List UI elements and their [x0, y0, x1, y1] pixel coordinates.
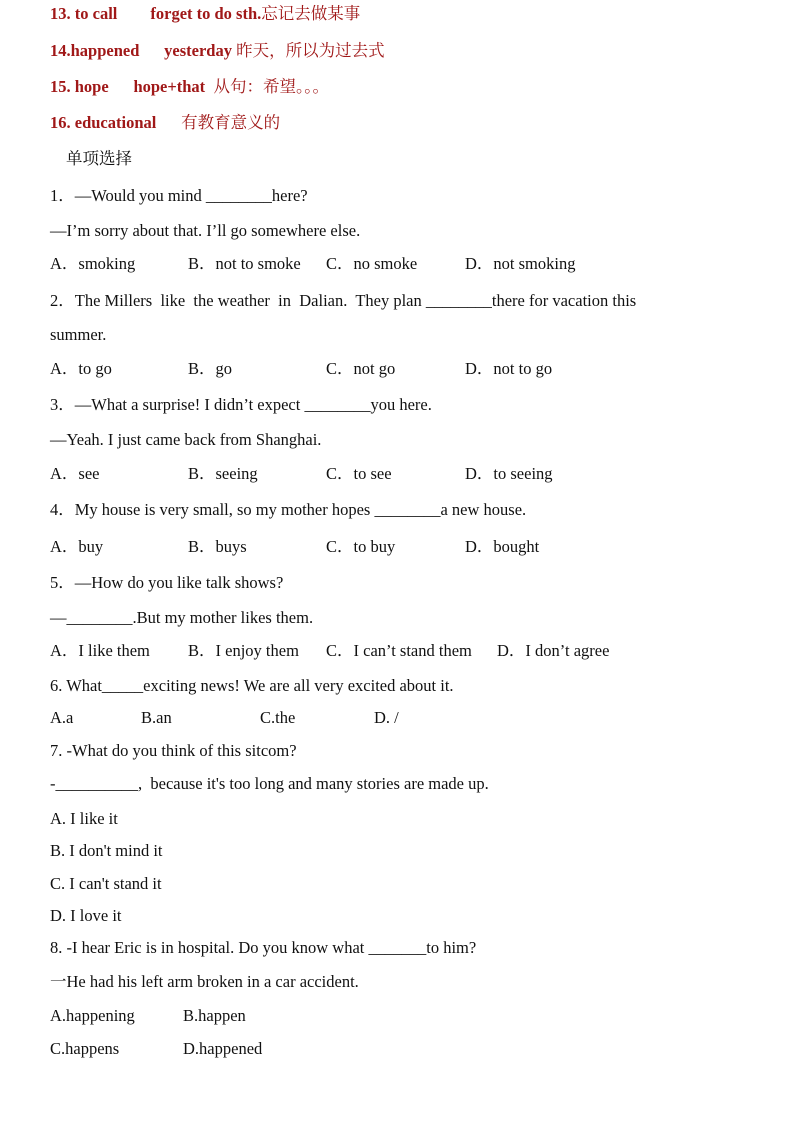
vocab-line-13 [50, 3, 360, 25]
vocab-word: 15. hope [50, 77, 109, 96]
q7-option-a: A. I like it [50, 809, 118, 828]
section-title: 单项选择 [66, 149, 132, 168]
q5-option-b: B．I enjoy them [188, 641, 299, 660]
vocab-en: forget to do sth. [150, 4, 262, 23]
question-4-stem: 4．My house is very small, so my mother hopes ________a new house. [50, 500, 527, 519]
question-3-reply: —Yeah. I just came back from Shanghai. [50, 430, 322, 449]
q7-option-d: D. I love it [50, 906, 122, 925]
vocab-line-15 [50, 76, 329, 98]
vocab-line-16 [50, 112, 280, 134]
question-7-reply: -__________, because it's too long and many stories are made up. [50, 774, 489, 793]
vocab-line-14 [50, 40, 385, 62]
q3-option-b: B．seeing [188, 464, 258, 483]
q6-option-c: C.the [260, 708, 296, 727]
q5-option-d: D．I don’t agree [497, 641, 610, 660]
q8-option-a: A.happening [50, 1006, 135, 1025]
q1-option-a: A．smoking [50, 254, 136, 273]
vocab-cn: 忘记去做某事 [261, 4, 361, 23]
vocab-word: 13. to call [50, 4, 118, 23]
question-2-stem: 2．The Millers like the weather in Dalian. They plan ________there for vacation this [50, 291, 637, 310]
q2-option-b: B．go [188, 359, 233, 378]
question-5-reply: —________.But my mother likes them. [50, 608, 314, 627]
q2-option-a: A．to go [50, 359, 112, 378]
question-5-stem: 5．—How do you like talk shows? [50, 573, 284, 592]
vocab-en: yesterday [164, 41, 232, 60]
q7-option-b: B. I don't mind it [50, 841, 163, 860]
q3-option-c: C．to see [326, 464, 392, 483]
question-8-stem: 8. -I hear Eric is in hospital. Do you know what _______to him? [50, 938, 477, 957]
q6-option-b: B.an [141, 708, 172, 727]
q4-option-a: A．buy [50, 537, 104, 556]
q5-option-c: C．I can’t stand them [326, 641, 472, 660]
question-8-reply: 一He had his left arm broken in a car accident. [50, 972, 359, 991]
vocab-cn: 有教育意义的 [181, 113, 281, 132]
q8-option-b: B.happen [183, 1006, 246, 1025]
q3-option-a: A．see [50, 464, 100, 483]
vocab-cn: 从句：希望。。。 [205, 77, 329, 96]
q3-option-d: D．to seeing [465, 464, 553, 483]
q4-option-d: D．bought [465, 537, 540, 556]
question-3-stem: 3．—What a surprise! I didn’t expect ________you here. [50, 395, 432, 414]
vocab-word: 16. educational [50, 113, 157, 132]
q6-option-d: D. / [374, 708, 399, 727]
q6-option-a: A.a [50, 708, 74, 727]
question-1-stem: 1．—Would you mind ________here? [50, 186, 308, 205]
q4-option-b: B．buys [188, 537, 247, 556]
q1-option-c: C．no smoke [326, 254, 418, 273]
q7-option-c: C. I can't stand it [50, 874, 162, 893]
question-7-stem: 7. -What do you think of this sitcom? [50, 741, 297, 760]
q8-option-d: D.happened [183, 1039, 263, 1058]
q1-option-b: B．not to smoke [188, 254, 301, 273]
vocab-word: 14.happened [50, 41, 140, 60]
q4-option-c: C．to buy [326, 537, 396, 556]
q8-option-c: C.happens [50, 1039, 120, 1058]
question-6-stem: 6. What_____exciting news! We are all very excited about it. [50, 676, 454, 695]
question-1-reply: —I’m sorry about that. I’ll go somewhere else. [50, 221, 361, 240]
vocab-en: hope+that [133, 77, 206, 96]
q2-option-d: D．not to go [465, 359, 553, 378]
vocab-cn: 昨天，所以为过去式 [231, 41, 385, 60]
q2-option-c: C．not go [326, 359, 396, 378]
question-2-stem-cont: summer. [50, 325, 107, 344]
q1-option-d: D．not smoking [465, 254, 576, 273]
q5-option-a: A．I like them [50, 641, 150, 660]
